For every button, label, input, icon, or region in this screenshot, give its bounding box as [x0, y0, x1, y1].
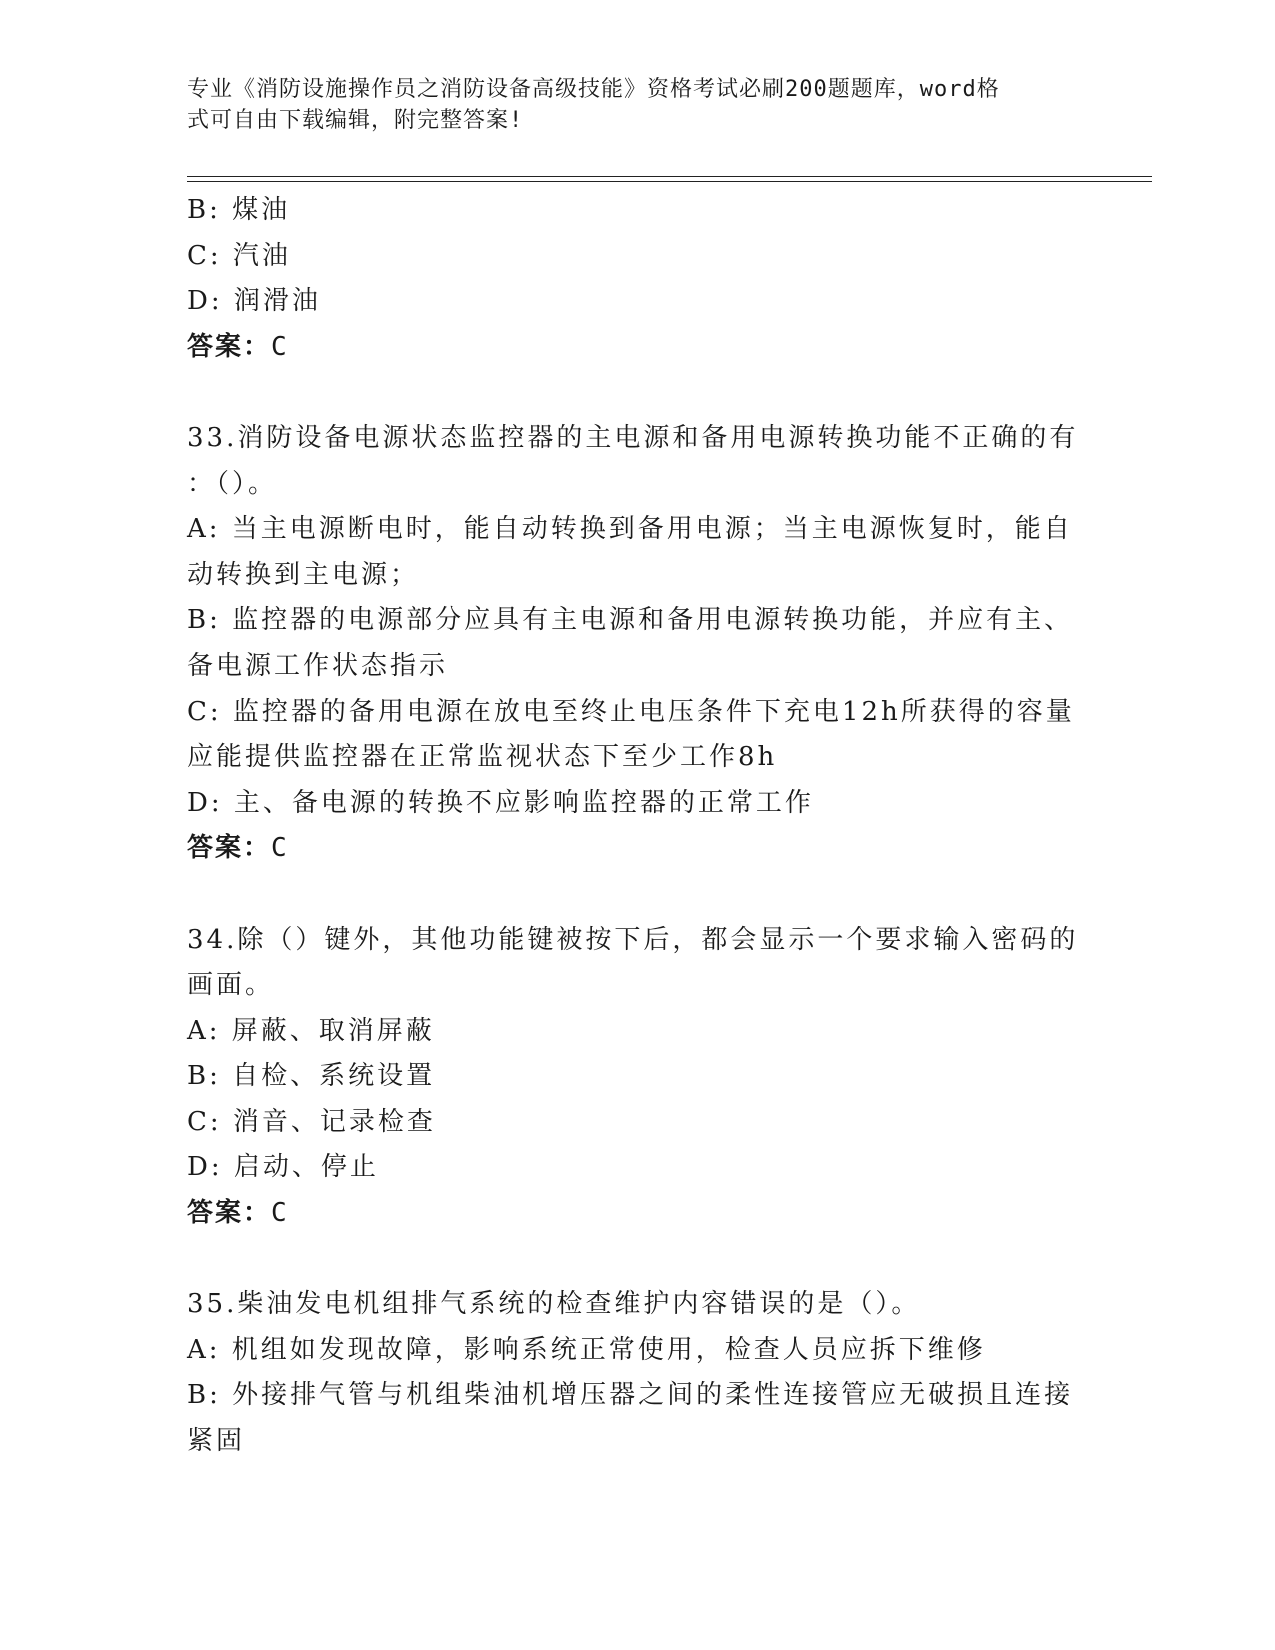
option-d: D: 润滑油	[187, 286, 321, 317]
answer-label: 答案：	[187, 331, 272, 362]
option-c: C: 监控器的备用电源在放电至终止电压条件下充电12h所获得的容量	[187, 696, 1075, 727]
option-b: B: 监控器的电源部分应具有主电源和备用电源转换功能，并应有主、	[187, 605, 1074, 636]
document-header	[187, 74, 1087, 136]
option-c: C: 消音、记录检查	[187, 1106, 436, 1137]
question-32-tail	[187, 188, 1087, 370]
question-33	[187, 416, 1087, 872]
option-b: B: 煤油	[187, 195, 291, 225]
answer-line	[187, 1191, 1087, 1237]
option-b: B: 自检、系统设置	[187, 1061, 436, 1092]
option-a: A: 机组如发现故障，影响系统正常使用，检查人员应拆下维修	[187, 1334, 986, 1365]
question-stem: 35.柴油发电机组排气系统的检查维护内容错误的是（）。	[187, 1289, 921, 1320]
spacer	[187, 370, 1087, 416]
question-stem: 34.除（）键外，其他功能键被按下后，都会显示一个要求输入密码的	[187, 924, 1079, 955]
question-34	[187, 918, 1087, 1237]
answer-value: C	[271, 1198, 287, 1229]
header-divider-top	[187, 176, 1152, 177]
option-b-cont: 紧固	[187, 1426, 246, 1457]
header-line-1: 专业《消防设施操作员之消防设备高级技能》资格考试必刷200题题库，word格	[187, 77, 1000, 102]
spacer	[187, 1237, 1087, 1283]
option-b: B: 外接排气管与机组柴油机增压器之间的柔性连接管应无破损且连接	[187, 1380, 1074, 1411]
spacer	[187, 872, 1087, 918]
question-35	[187, 1282, 1087, 1464]
option-d: D: 主、备电源的转换不应影响监控器的正常工作	[187, 787, 814, 818]
option-a-cont: 动转换到主电源；	[187, 559, 420, 590]
question-stem: ：（）。	[187, 468, 278, 499]
answer-value: C	[271, 833, 287, 864]
answer-line	[187, 325, 1087, 371]
option-c: C: 汽油	[187, 240, 291, 271]
header-line-2: 式可自由下载编辑，附完整答案!	[187, 108, 524, 133]
header-divider-bottom	[187, 181, 1152, 182]
answer-label: 答案：	[187, 833, 272, 864]
answer-line	[187, 826, 1087, 872]
option-d: D: 启动、停止	[187, 1152, 379, 1183]
question-stem: 33.消防设备电源状态监控器的主电源和备用电源转换功能不正确的有	[187, 422, 1079, 453]
option-a: A: 当主电源断电时，能自动转换到备用电源；当主电源恢复时，能自	[187, 514, 1073, 545]
answer-value: C	[271, 331, 287, 362]
option-a: A: 屏蔽、取消屏蔽	[187, 1015, 435, 1046]
question-stem: 画面。	[187, 970, 275, 1001]
option-b-cont: 备电源工作状态指示	[187, 650, 449, 681]
answer-label: 答案：	[187, 1198, 272, 1229]
option-c-cont: 应能提供监控器在正常监视状态下至少工作8h	[187, 742, 778, 773]
question-content	[187, 188, 1087, 1465]
